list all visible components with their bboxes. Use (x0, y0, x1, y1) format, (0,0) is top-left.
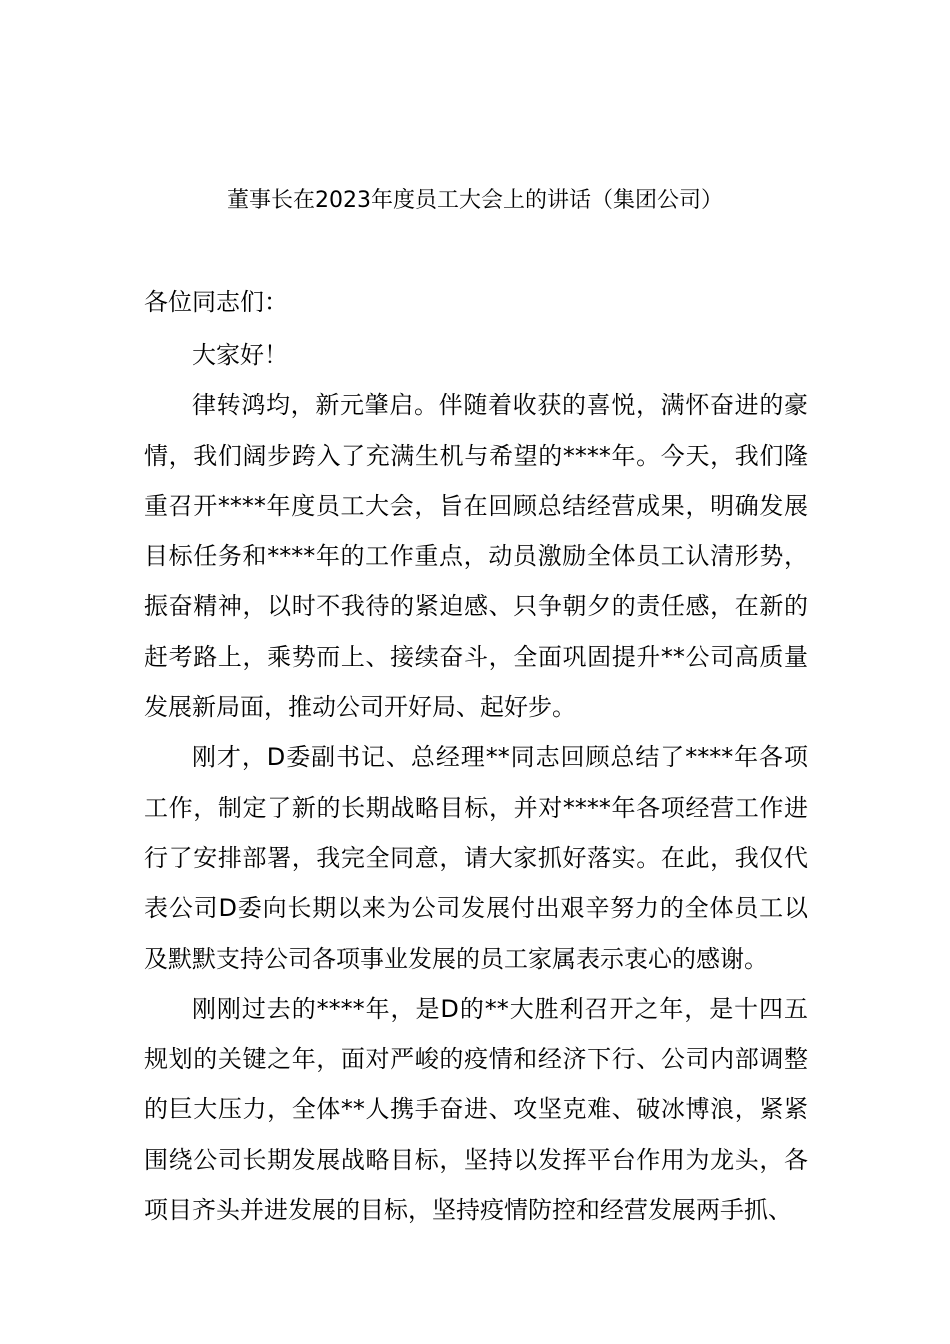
salutation: 各位同志们： (144, 288, 288, 316)
paragraph-opening: 律转鸿均，新元肇启。伴随着收获的喜悦，满怀奋进的豪情，我们阔步跨入了充满生机与希望的****年。今天，我们隆重召开****年度员工大会，旨在回顾总结经营成果，明确发展目标任务和****年的工作重点，动员激励全体员工认清形势，振奋精神，以时不我待的紧迫感、只争朝夕的责任感，在新的赶考路上，乘势而上、接续奋斗，全面巩固提升**公司高质量发展新局面，推动公司开好局、起好步。 (144, 391, 808, 722)
paragraph-acknowledgement: 刚才，D委副书记、总经理**同志回顾总结了****年各项工作，制定了新的长期战略目标，并对****年各项经营工作进行了安排部署，我完全同意，请大家抓好落实。在此，我仅代表公司D委向长期以来为公司发展付出艰辛努力的全体员工以及默默支持公司各项事业发展的员工家属表示衷心的感谢。 (144, 743, 808, 973)
paragraph-review: 刚刚过去的****年，是D的**大胜利召开之年，是十四五规划的关键之年，面对严峻的疫情和经济下行、公司内部调整的巨大压力，全体**人携手奋进、攻坚克难、破冰博浪，紧紧围绕公司长期发展战略目标，坚持以发挥平台作用为龙头，各项目齐头并进发展的目标，坚持疫情防控和经营发展两手抓、 (144, 994, 808, 1225)
document-body (144, 330, 808, 1235)
document-title: 董事长在2023年度员工大会上的讲话（集团公司） (227, 188, 723, 213)
paragraph-greeting: 大家好！ (192, 341, 288, 369)
